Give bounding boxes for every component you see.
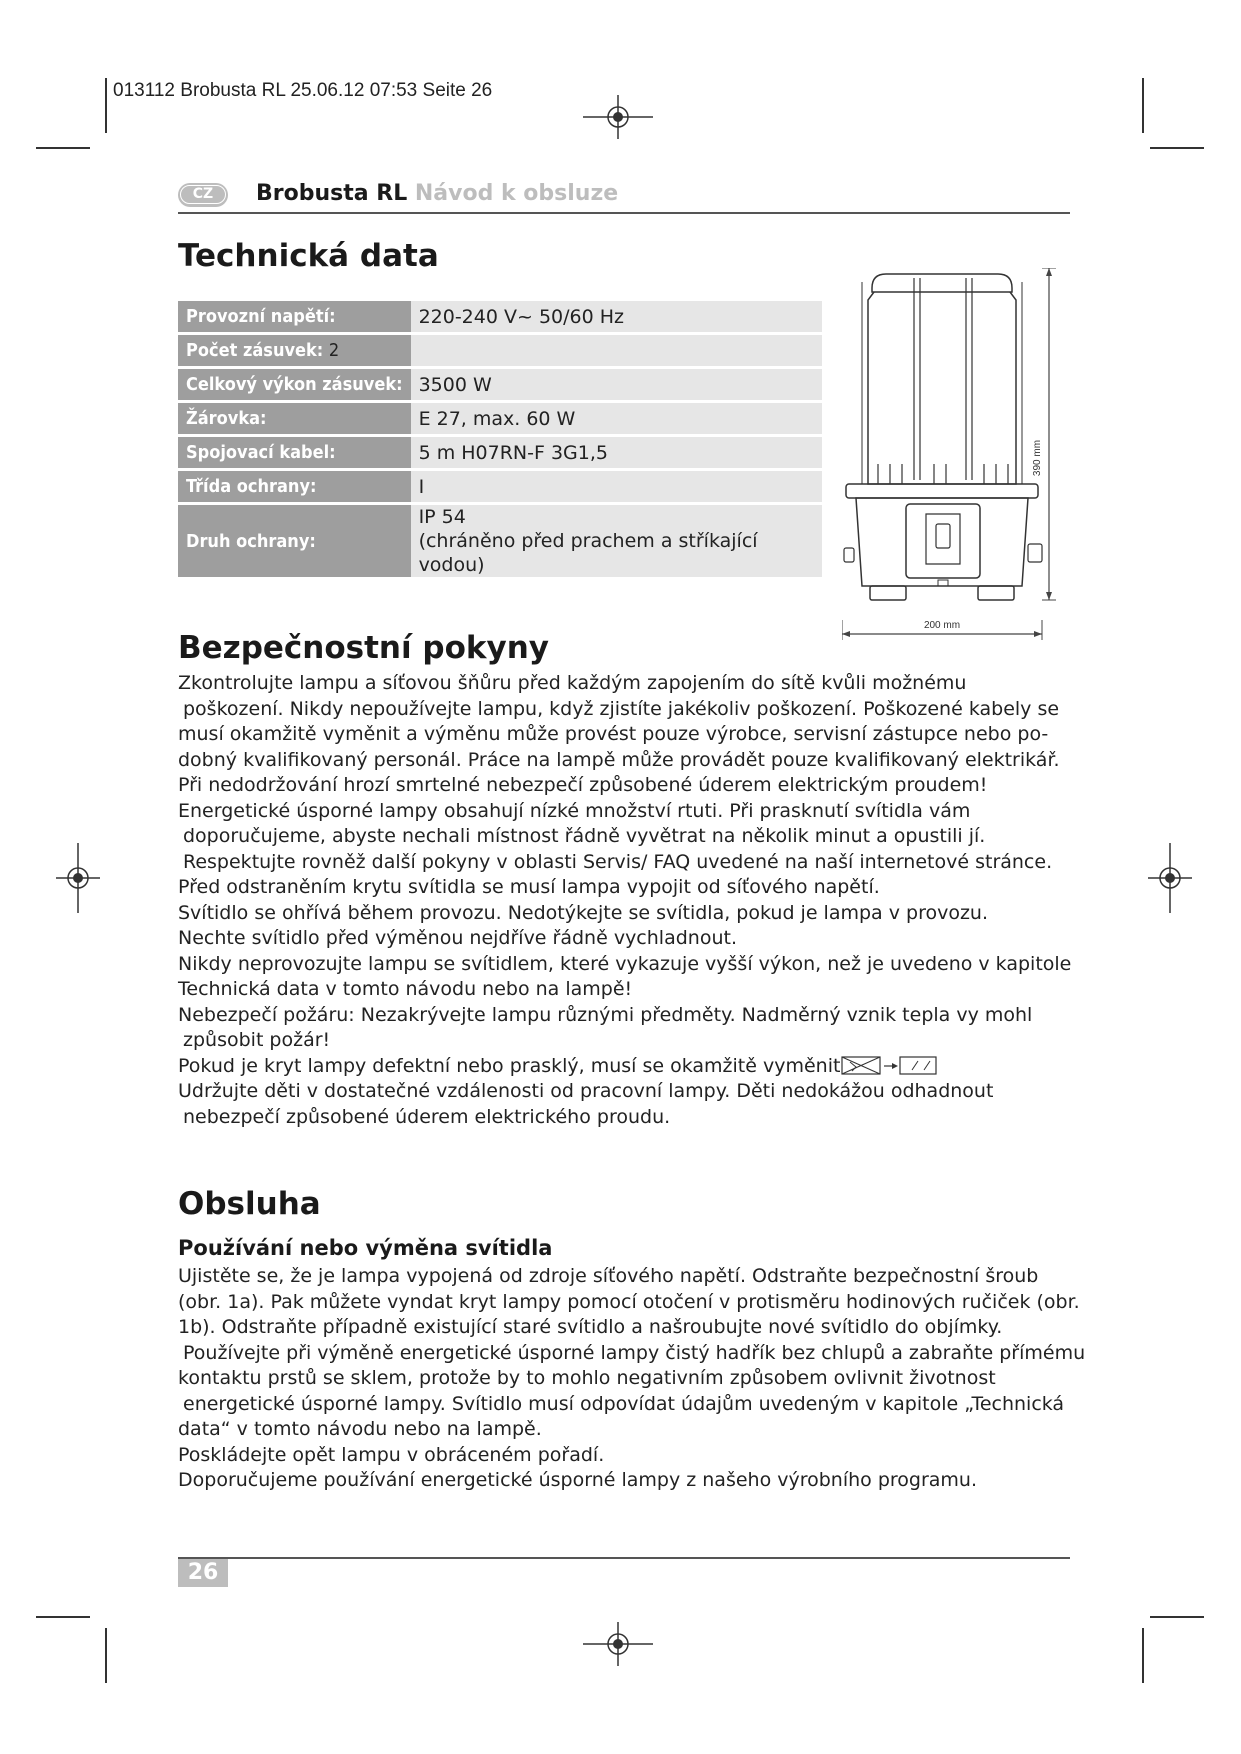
text-line: Nebezpečí požáru: Nezakrývejte lampu různými předměty. Nadměrný vznik tepla vy mohl bbox=[178, 1003, 1033, 1026]
text-line: dobný kvalifikovaný personál. Práce na lampě může provádět pouze kvalifikovaný elektrikář. bbox=[178, 748, 1060, 771]
text-line: způsobit požár! bbox=[183, 1029, 331, 1051]
text-line: data“ v tomto návodu nebo na lampě. bbox=[178, 1418, 542, 1440]
table-row bbox=[178, 471, 822, 502]
text-line: (obr. 1a). Pak můžete vyndat kryt lampy pomocí otočení v protisměru hodinových ručiček (obr. bbox=[178, 1290, 1080, 1313]
text-line: doporučujeme, abyste nechali místnost řádně vyvětrat na několik minut a opustili jí. bbox=[183, 825, 986, 847]
registration-mark-icon bbox=[1148, 843, 1192, 913]
spec-value-note: (chráněno před prachem a stříkající vodou) bbox=[418, 530, 758, 576]
spec-value: E 27, max. 60 W bbox=[411, 403, 822, 434]
registration-mark-icon bbox=[583, 95, 653, 139]
crop-mark bbox=[36, 147, 90, 149]
spec-label: Druh ochrany: bbox=[178, 505, 411, 577]
text-line: poškození. Nikdy nepoužívejte lampu, když zjistíte jakékoliv poškození. Poškozené kabely se bbox=[183, 697, 1060, 720]
table-row bbox=[178, 437, 822, 468]
spec-value: 5 m H07RN-F 3G1,5 bbox=[411, 437, 822, 468]
text-line: Před odstraněním krytu svítidla se musí lampa vypojit od síťového napětí. bbox=[178, 876, 880, 898]
text-line: 1b). Odstraňte případně existující staré svítidlo a našroubujte nové svítidlo do objímky. bbox=[178, 1316, 1003, 1338]
spec-value: 3500 W bbox=[411, 369, 822, 400]
text-line: Svítidlo se ohřívá během provozu. Nedotýkejte se svítidla, pokud je lampa v provozu. bbox=[178, 901, 989, 924]
crop-mark bbox=[36, 1616, 90, 1618]
operation-title: Obsluha bbox=[178, 1186, 321, 1222]
safety-text bbox=[178, 671, 1078, 1130]
spec-inline-value: 2 bbox=[328, 340, 340, 361]
spec-label: Počet zásuvek: 2 bbox=[178, 335, 411, 366]
footer-rule bbox=[178, 1557, 1070, 1559]
text-line: Technická data v tomto návodu nebo na lampě! bbox=[178, 978, 633, 1000]
text-line: Poskládejte opět lampu v obráceném pořadí. bbox=[178, 1443, 605, 1466]
table-row bbox=[178, 403, 822, 434]
text-line: musí okamžitě vyměnit a výměnu může provést pouze výrobce, servisní zástupce nebo po- bbox=[178, 723, 1049, 745]
spec-label: Provozní napětí: bbox=[178, 301, 411, 332]
manual-subtitle: Návod k obsluze bbox=[414, 181, 619, 206]
text-line: Nikdy neprovozujte lampu se svítidlem, které vykazuje vyšší výkon, než je uvedeno v kapitole bbox=[178, 952, 1072, 975]
crop-mark bbox=[1150, 1616, 1204, 1618]
spec-label: Žárovka: bbox=[178, 403, 411, 434]
table-row bbox=[178, 335, 822, 366]
table-row bbox=[178, 505, 822, 577]
table-row bbox=[178, 369, 822, 400]
product-name: Brobusta RL bbox=[256, 181, 408, 206]
registration-mark-icon bbox=[583, 1622, 653, 1666]
text-line: kontaktu prstů se sklem, protože by to mohlo negativním způsobem ovlivnit životnost bbox=[178, 1367, 996, 1389]
tech-data-table bbox=[178, 298, 822, 580]
registration-mark-icon bbox=[56, 843, 100, 913]
spec-label: Třída ochrany: bbox=[178, 471, 411, 502]
crop-mark bbox=[1142, 1628, 1144, 1683]
text-line: energetické úsporné lampy. Svítidlo musí odpovídat údajům uvedeným v kapitole „Technická bbox=[183, 1392, 1065, 1415]
page-header bbox=[178, 177, 1070, 214]
spec-value bbox=[411, 335, 822, 366]
text-line: Zkontrolujte lampu a síťovou šňůru před každým zapojením do sítě kvůli možnému bbox=[178, 672, 967, 694]
crop-mark bbox=[1142, 78, 1144, 133]
crop-mark bbox=[1150, 147, 1204, 149]
safety-title: Bezpečnostní pokyny bbox=[178, 630, 550, 666]
operation-text bbox=[178, 1264, 1086, 1494]
text-line: Energetické úsporné lampy obsahují nízké množství rtuti. Při prasknutí svítidla vám bbox=[178, 799, 971, 822]
spec-value: IP 54 (chráněno před prachem a stříkající vodou) bbox=[411, 505, 822, 577]
spec-label: Spojovací kabel: bbox=[178, 437, 411, 468]
text-line: Při nedodržování hrozí smrtelné nebezpečí způsobené úderem elektrickým proudem! bbox=[178, 774, 988, 796]
language-badge: CZ bbox=[178, 183, 228, 207]
spec-label: Celkový výkon zásuvek: bbox=[178, 369, 411, 400]
operation-subtitle: Používání nebo výměna svítidla bbox=[178, 1236, 553, 1260]
lamp-dimension-drawing bbox=[842, 268, 1066, 640]
text-line: Udržujte děti v dostatečné vzdálenosti od pracovní lampy. Děti nedokážou odhadnout bbox=[178, 1080, 994, 1102]
page-number: 26 bbox=[178, 1559, 228, 1587]
spec-value: 220-240 V~ 50/60 Hz bbox=[411, 301, 822, 332]
text-line: Doporučujeme používání energetické úsporné lampy z našeho výrobního programu. bbox=[178, 1469, 978, 1491]
header-title bbox=[256, 181, 618, 206]
spec-value: I bbox=[411, 471, 822, 502]
table-row bbox=[178, 301, 822, 332]
text-line: Respektujte rovněž další pokyny v oblasti Servis/ FAQ uvedené na naší internetové stránce. bbox=[183, 850, 1053, 873]
crop-mark bbox=[105, 78, 107, 133]
crop-mark bbox=[105, 1628, 107, 1683]
broken-cover-replace-icon bbox=[840, 1054, 940, 1076]
text-line: Nechte svítidlo před výměnou nejdříve řádně vychladnout. bbox=[178, 927, 737, 949]
text-line: Používejte při výměně energetické úsporné lampy čistý hadřík bez chlupů a zabraňte přímému bbox=[183, 1341, 1086, 1364]
dimension-width-label: 200 mm bbox=[923, 620, 961, 631]
dimension-height-label: 390 mm bbox=[1032, 439, 1043, 477]
text-line: nebezpečí způsobené úderem elektrického proudu. bbox=[183, 1105, 671, 1128]
text-line: Ujistěte se, že je lampa vypojená od zdroje síťového napětí. Odstraňte bezpečnostní šroub bbox=[178, 1265, 1039, 1287]
print-slug: 013112 Brobusta RL 25.06.12 07:53 Seite 26 bbox=[113, 80, 493, 101]
text-line: Pokud je kryt lampy defektní nebo prasklý, musí se okamžitě vyměnit bbox=[178, 1054, 1078, 1080]
tech-data-title: Technická data bbox=[178, 238, 439, 274]
